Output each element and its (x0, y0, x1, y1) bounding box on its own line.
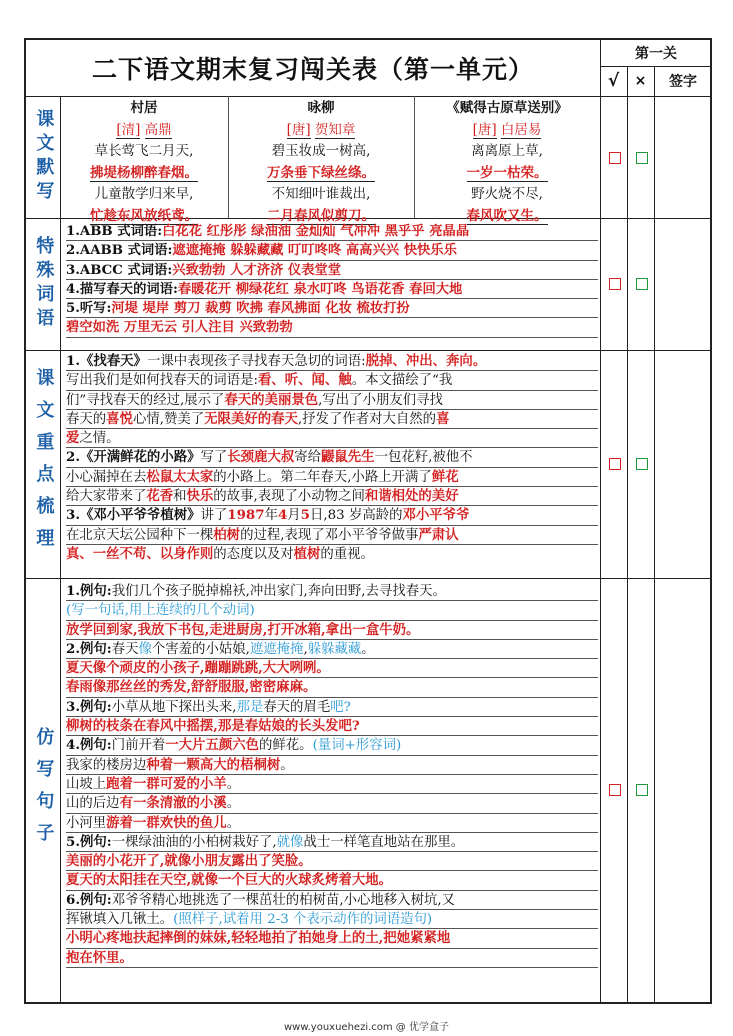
text: 一包花籽,被他不 (374, 450, 473, 466)
text: 们”寻找春天的经过,展示了 (66, 392, 225, 408)
answer: 柳树的枝条在春风中摇摆,那是春姑娘的长头发吧? (66, 718, 360, 735)
poem-line-text: 忙趁东风放纸鸢。 (90, 207, 198, 224)
answer: 4 (277, 507, 288, 524)
text-line (66, 871, 598, 890)
word-row (66, 261, 598, 280)
text: 山坡上 (66, 776, 107, 792)
section-label-sentences (26, 578, 60, 1004)
text-line (66, 717, 598, 736)
text-line (66, 526, 598, 545)
text-line (66, 352, 598, 371)
checkbox-done[interactable] (609, 784, 621, 796)
answer: 邓小平爷爷 (402, 507, 470, 524)
poem-author-line (60, 120, 228, 142)
poem-line-text: 二月春风似剪刀。 (267, 207, 375, 224)
word-row-items: 碧空如洗 万里无云 引人注目 兴致勃勃 (66, 320, 293, 336)
poem-line: 草长莺飞二月天, (94, 143, 194, 159)
word-row (66, 299, 598, 318)
keyword: 遮遮掩掩 (249, 641, 304, 657)
example-label: 1.例句: (66, 583, 112, 599)
answer: 抱在怀里。 (66, 949, 133, 966)
word-row (66, 241, 598, 260)
text-line (66, 929, 598, 948)
text: 月 (287, 508, 301, 524)
poem-dynasty: [清] (116, 121, 141, 138)
level-label: 第一关 (635, 46, 677, 62)
special-words (66, 222, 598, 338)
poem-title: 咏柳 (307, 100, 335, 116)
text-line (66, 698, 598, 717)
checkbox-wrong[interactable] (636, 278, 648, 290)
example-label: 4.例句: (66, 737, 112, 754)
text: 我家的楼房边 (66, 757, 147, 773)
divider (60, 96, 61, 1004)
section-label-text: 特殊词语 (33, 236, 55, 332)
section-label-words (26, 218, 60, 350)
text: 的重视。 (320, 546, 374, 562)
text-line (66, 794, 598, 813)
page-title: 二下语文期末复习闯关表（第一单元） (91, 55, 534, 84)
poem-dynasty: [唐] (286, 121, 311, 138)
text: 的小路上。第二年春天,小路上开满了 (213, 469, 432, 485)
answer: 真、一丝不苟、以身作则 (66, 545, 214, 562)
answer: 一大片五颜六色 (165, 737, 260, 754)
answer: 爱 (66, 430, 80, 447)
text: 。 (361, 641, 375, 657)
text: 小草从地下探出头来, (111, 699, 237, 715)
keyword: 吧? (330, 699, 351, 715)
cross-header: × (634, 73, 647, 89)
word-row (66, 222, 598, 241)
text: 。本文描绘了“我 (351, 373, 453, 389)
word-row-items: 遮遮掩掩 躲躲藏藏 叮叮咚咚 高高兴兴 快快乐乐 (172, 243, 457, 259)
text: 。 (226, 796, 241, 812)
text: 写出我们是如何找春天的词语是: (66, 373, 258, 389)
answer: 喜 (436, 410, 450, 427)
text: 的过程,表现了邓小平爷爷做事 (240, 527, 419, 543)
example-label: 6.例句: (66, 891, 112, 908)
section-label-text: 课文重点梳理 (33, 368, 55, 560)
poem-line: 儿童散学归来早, (94, 186, 194, 202)
answer: 小明心疼地扶起摔倒的妹妹,轻轻地拍了拍她身上的土,把她紧紧地 (66, 930, 451, 947)
answer: 柏树 (213, 526, 241, 543)
divider (654, 66, 655, 1004)
text-line (66, 429, 598, 448)
text-line (66, 371, 598, 390)
answer: 无限美好的春天 (204, 410, 298, 427)
text: 讲了 (200, 508, 228, 524)
lesson-title: 2.《开满鲜花的小路》 (66, 449, 201, 466)
text-line (66, 891, 598, 910)
divider (600, 40, 601, 1004)
section-label-key-points (26, 350, 60, 578)
text: ,写出了小朋友们寻找 (318, 392, 443, 408)
answer: 快乐 (186, 488, 214, 505)
poem-author: 贺知章 (314, 121, 356, 138)
word-row-label: 3.ABCC 式词语: (66, 262, 173, 278)
word-row-label: 5.听写: (66, 301, 112, 317)
key-points (66, 352, 598, 564)
text-line (66, 448, 598, 467)
word-row-label: 4.描写春天的词语: (66, 281, 178, 297)
text: 一棵绿油油的小柏树栽好了, (111, 834, 277, 850)
text: 小心漏掉在去 (66, 469, 147, 485)
checkbox-done[interactable] (609, 152, 621, 164)
poem-author-line (414, 120, 600, 142)
answer: 有一条清澈的小溪 (119, 795, 227, 812)
text-line (66, 621, 598, 640)
check-header: √ (607, 71, 620, 91)
text: , (303, 641, 308, 657)
answer: 放学回到家,我放下书包,走进厨房,打开冰箱,拿出一盒牛奶。 (66, 621, 420, 638)
poem-line-text: 拂堤杨柳醉春烟。 (90, 164, 198, 181)
answer: 种着一颗高大的梧桐树 (146, 756, 281, 773)
poem-author: 白居易 (500, 121, 542, 138)
answer: 喜悦 (106, 410, 133, 427)
poem-line (414, 163, 600, 185)
answer: 5 (300, 507, 310, 524)
answer: 花香 (146, 488, 174, 505)
poem-line (228, 163, 414, 185)
answer: 脱掉、冲出、奔向。 (365, 353, 487, 369)
poem-title: 村居 (130, 100, 158, 116)
text: 小河里 (66, 815, 107, 831)
hint: (照样子,试着用 2-3 个表示动作的词语造句) (173, 912, 433, 928)
word-row-items: 白花花 红彤彤 绿油油 金灿灿 气冲冲 黑乎乎 亮晶晶 (162, 224, 470, 239)
poem-line: 碧玉妆成一树高, (271, 143, 371, 159)
footer-watermark: www.youxuehezi.com @ 优学盒子 (284, 1022, 449, 1033)
text-line (66, 391, 598, 410)
section-label-recitation (26, 96, 60, 218)
text: 春天的眉毛 (263, 699, 331, 715)
answer: 长颈鹿大叔 (227, 449, 295, 466)
text-line (66, 678, 598, 697)
word-row-label: 1.ABB 式词语: (66, 224, 163, 239)
keyword: 像 (138, 641, 152, 657)
answer: 松鼠太太家 (146, 468, 214, 485)
hint: (量词+形容词) (312, 738, 402, 754)
poem-line-text: 一岁一枯荣。 (466, 164, 548, 181)
poem-line (60, 163, 228, 185)
text-line (66, 545, 598, 564)
sign-header: 签字 (669, 74, 697, 90)
poem-author: 高鼎 (144, 121, 172, 138)
text: 我们几个孩子脱掉棉袄,冲出家门,奔向田野,去寻找春天。 (111, 584, 446, 599)
text-line (66, 852, 598, 871)
text: 战士一样笔直地站在那里。 (303, 834, 465, 850)
poem-line-text: 春风吹又生。 (466, 207, 548, 224)
text-line (66, 410, 598, 429)
section-label-text: 课文默写 (33, 109, 55, 205)
text: 。 (226, 776, 241, 792)
answer: 看、听、闻、触 (257, 372, 352, 389)
text-line (66, 736, 598, 755)
divider (26, 350, 712, 351)
text: 。 (280, 757, 294, 773)
poem-line-text: 万条垂下绿丝绦。 (267, 164, 375, 181)
checkbox-wrong[interactable] (636, 784, 648, 796)
text: 和 (173, 489, 187, 505)
text-line (66, 582, 598, 601)
checkbox-done[interactable] (609, 278, 621, 290)
text-line (66, 487, 598, 506)
text-line (66, 640, 598, 659)
word-row-items: 河堤 堤岸 剪刀 裁剪 吹拂 春风拂面 化妆 梳妆打扮 (111, 301, 410, 317)
text-line (66, 468, 598, 487)
lesson-title: 3.《邓小平爷爷植树》 (66, 507, 201, 524)
text: 之情。 (79, 431, 120, 447)
answer: 游着一群欢快的鱼儿 (106, 814, 227, 831)
text: 的态度以及对 (213, 546, 294, 562)
text-line (66, 910, 598, 929)
answer: 植树 (293, 545, 321, 562)
word-row (66, 318, 598, 337)
text-line (66, 833, 598, 852)
text: 。 (226, 815, 241, 831)
text: 给大家带来了 (66, 489, 147, 505)
text-line (66, 775, 598, 794)
checkbox-wrong[interactable] (636, 458, 648, 470)
example-label: 2.例句: (66, 640, 112, 657)
text-line (66, 949, 598, 968)
text-line (66, 506, 598, 525)
checkbox-done[interactable] (609, 458, 621, 470)
poem-line: 不知细叶谁裁出, (271, 186, 371, 202)
example-label: 3.例句: (66, 698, 112, 715)
poem-author-line (228, 120, 414, 142)
poem-fudeguyuancao (414, 98, 600, 227)
word-row-label: 2.AABB 式词语: (66, 243, 173, 259)
text-line (66, 756, 598, 775)
divider (26, 578, 712, 579)
text: 一课中表现孩子寻找春天急切的词语: (146, 354, 366, 369)
text: 写了 (200, 450, 228, 466)
text: 的故事,表现了小动物之间 (213, 489, 365, 505)
text-line (66, 814, 598, 833)
hint: (写一句话,用上连续的几个动词) (66, 603, 255, 619)
text: 个害羞的小姑娘, (151, 641, 250, 657)
text: 心情,赞美了 (132, 411, 205, 427)
word-row (66, 280, 598, 299)
text: 寄给 (294, 450, 322, 466)
poem-title: 《赋得古原草送别》 (446, 100, 568, 116)
text: 春天 (111, 641, 139, 657)
answer: 跑着一群可爱的小羊 (106, 775, 227, 792)
poem-line: 野火烧不尽, (471, 186, 543, 202)
answer: 春雨像那丝丝的秀发,舒舒服服,密密麻麻。 (66, 679, 317, 696)
lesson-title: 1.《找春天》 (66, 353, 147, 369)
review-sheet (24, 38, 712, 1004)
checkbox-wrong[interactable] (636, 152, 648, 164)
text-line (66, 659, 598, 678)
answer: 鼹鼠先生 (321, 449, 375, 466)
text: 山的后边 (66, 796, 120, 812)
text: 春天的 (66, 411, 107, 427)
text: 邓爷爷精心地挑选了一棵茁壮的柏树苗,小心地移入树坑,又 (111, 892, 455, 908)
word-row-items: 兴致勃勃 人才济济 仪表堂堂 (172, 262, 342, 278)
text: 日,83 岁高龄的 (310, 508, 403, 524)
text: 年 (264, 508, 278, 524)
divider (627, 66, 628, 1004)
answer: 和谐相处的美好 (364, 488, 459, 505)
keyword: 躲躲藏藏 (307, 641, 362, 657)
text: 在北京天坛公园种下一棵 (66, 527, 214, 543)
text: 挥锹填入几锹土。 (66, 912, 174, 928)
imitation-sentences (66, 582, 598, 968)
keyword: 那是 (236, 699, 264, 715)
answer: 美丽的小花开了,就像小朋友露出了笑脸。 (66, 853, 312, 870)
poem-cunju (60, 98, 228, 227)
poem-line: 离离原上草, (471, 143, 543, 159)
word-row-items: 春暖花开 柳绿花红 泉水叮咚 鸟语花香 春回大地 (177, 281, 463, 297)
example-label: 5.例句: (66, 833, 112, 850)
answer: 夏天像个顽皮的小孩子,蹦蹦跳跳,大大咧咧。 (66, 660, 330, 677)
answer: 鲜花 (431, 468, 459, 485)
answer: 春天的美丽景色 (224, 391, 319, 408)
answer: 严肃认 (418, 526, 459, 543)
text: 的鲜花。 (259, 738, 313, 754)
divider (26, 96, 712, 97)
text-line (66, 601, 598, 620)
answer: 夏天的太阳挂在天空,就像一个巨大的火球炙烤着大地。 (66, 872, 393, 889)
poem-yongliu (228, 98, 414, 227)
text: ,抒发了作者对大自然的 (297, 411, 437, 427)
poem-dynasty: [唐] (472, 121, 497, 138)
section-label-text: 仿写句子 (33, 727, 55, 855)
text: 门前开着 (111, 738, 166, 754)
answer: 1987 (227, 507, 265, 524)
keyword: 就像 (276, 834, 304, 850)
